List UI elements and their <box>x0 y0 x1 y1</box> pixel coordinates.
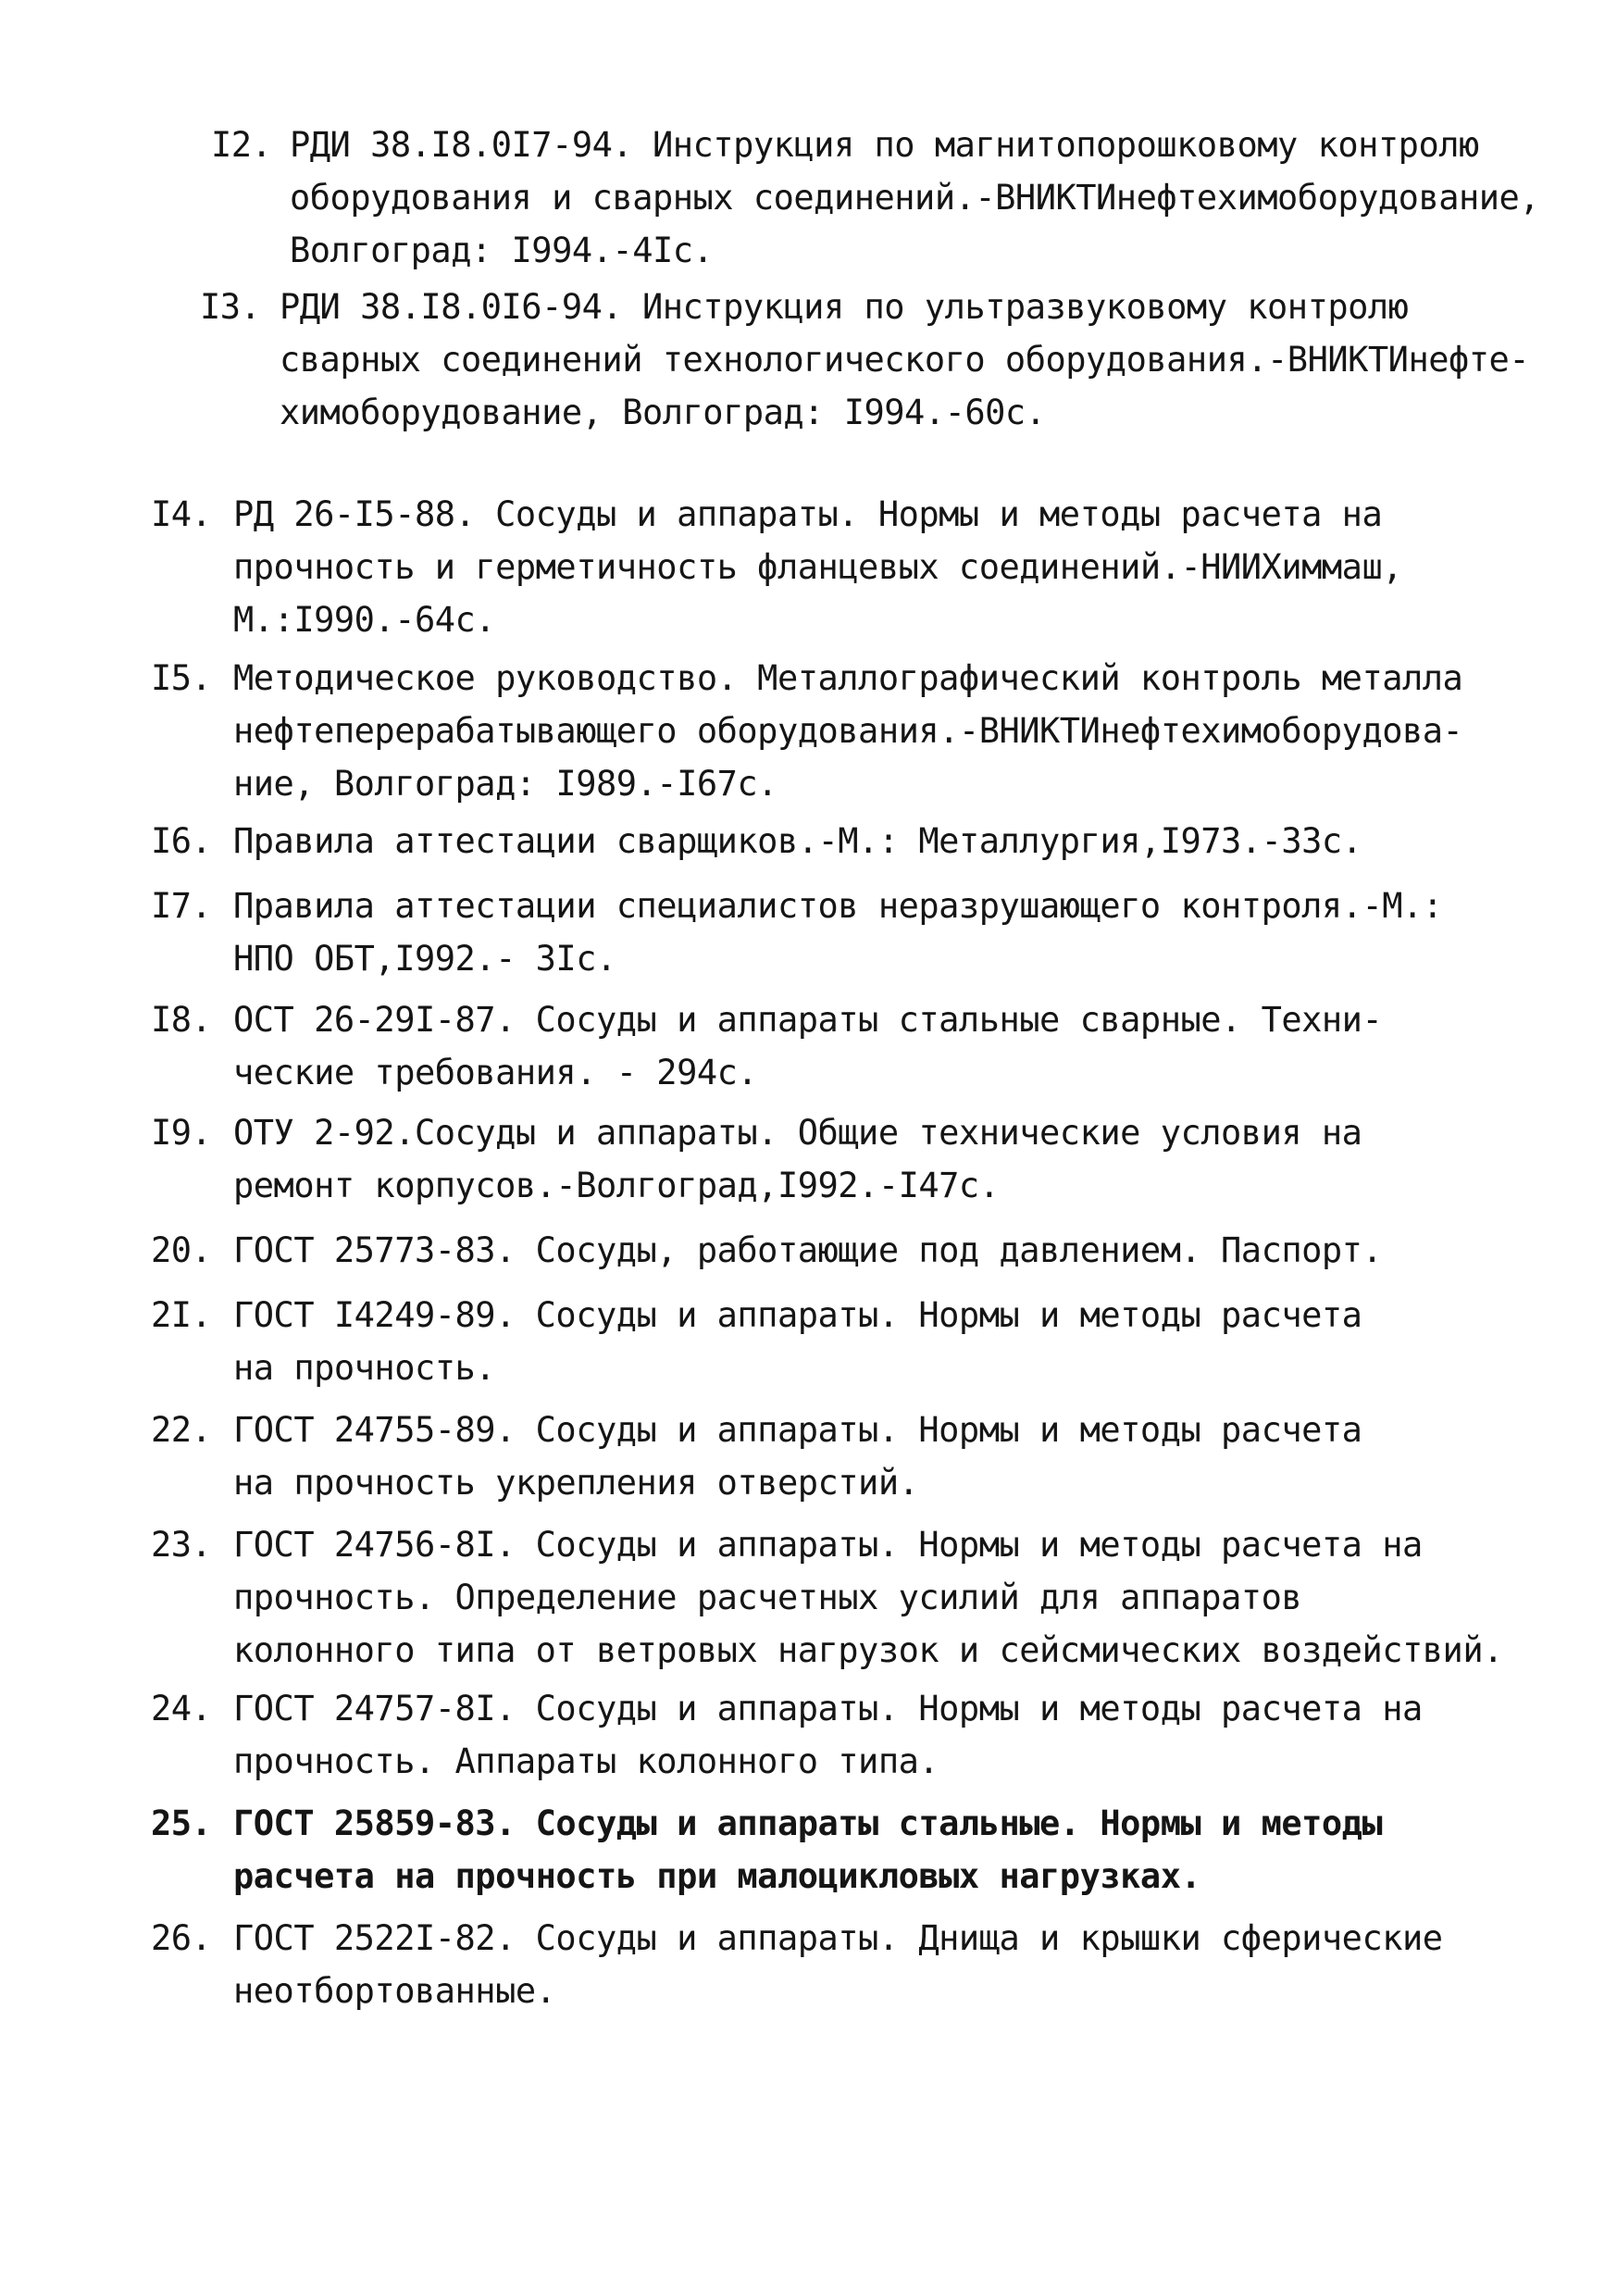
reference-number: I9. <box>151 1113 212 1153</box>
reference-line: ГОСТ 24755-89. Сосуды и аппараты. Нормы и методы расчета <box>233 1410 1362 1450</box>
reference-number: I5. <box>151 658 212 698</box>
reference-line: РДИ 38.I8.0I7-94. Инструкция по магнитопорошковому контролю <box>290 125 1479 165</box>
reference-line: Волгоград: I994.-4Iс. <box>290 231 714 270</box>
reference-line: ГОСТ 24756-8I. Сосуды и аппараты. Нормы и методы расчета на <box>233 1525 1423 1565</box>
reference-line: РД 26-I5-88. Сосуды и аппараты. Нормы и методы расчета на <box>233 494 1383 534</box>
reference-line: прочность. Аппараты колонного типа. <box>233 1741 939 1781</box>
reference-line: ГОСТ 2522I-82. Сосуды и аппараты. Днища и крышки сферические <box>233 1918 1443 1958</box>
reference-number: I7. <box>151 886 212 926</box>
reference-number: 26. <box>151 1918 212 1958</box>
reference-line: ОСТ 26-29I-87. Сосуды и аппараты стальные сварные. Техни- <box>233 1000 1383 1040</box>
reference-number: 24. <box>151 1689 212 1728</box>
reference-line: нефтеперерабатывающего оборудования.-ВНИКТИнефтехимоборудова- <box>233 711 1463 751</box>
reference-line: прочность и герметичность фланцевых соединений.-НИИХиммаш, <box>233 547 1403 587</box>
reference-number: 20. <box>151 1230 212 1270</box>
reference-line: на прочность укрепления отверстий. <box>233 1463 919 1503</box>
reference-line: Правила аттестации сварщиков.-М.: Металлургия,I973.-33с. <box>233 821 1362 861</box>
reference-number: I8. <box>151 1000 212 1040</box>
reference-line: Методическое руководство. Металлографический контроль металла <box>233 658 1463 698</box>
reference-line: ремонт корпусов.-Волгоград,I992.-I47с. <box>233 1166 1000 1205</box>
reference-number: 2I. <box>151 1295 212 1335</box>
reference-line: ние, Волгоград: I989.-I67с. <box>233 764 777 804</box>
reference-number: I3. <box>200 287 261 327</box>
reference-line: сварных соединений технологического оборудования.-ВНИКТИнефте- <box>280 340 1530 380</box>
reference-number: I2. <box>211 125 272 165</box>
reference-line: ГОСТ 25773-83. Сосуды, работающие под давлением. Паспорт. <box>233 1230 1383 1270</box>
reference-line: ческие требования. - 294с. <box>233 1053 758 1092</box>
reference-line: М.:I990.-64с. <box>233 600 496 640</box>
reference-line: ГОСТ 25859-83. Сосуды и аппараты стальные. Нормы и методы <box>233 1803 1383 1843</box>
reference-line: неотбортованные. <box>233 1971 556 2011</box>
reference-number: 23. <box>151 1525 212 1565</box>
reference-number: I6. <box>151 821 212 861</box>
reference-line: РДИ 38.I8.0I6-94. Инструкция по ультразвуковому контролю <box>280 287 1409 327</box>
reference-number: 22. <box>151 1410 212 1450</box>
reference-line: ГОСТ 24757-8I. Сосуды и аппараты. Нормы и методы расчета на <box>233 1689 1423 1728</box>
reference-line: Правила аттестации специалистов неразрушающего контроля.-М.: <box>233 886 1443 926</box>
reference-line: химоборудование, Волгоград: I994.-60с. <box>280 393 1046 432</box>
reference-line: ГОСТ I4249-89. Сосуды и аппараты. Нормы и методы расчета <box>233 1295 1362 1335</box>
reference-line: на прочность. <box>233 1348 496 1388</box>
reference-line: оборудования и сварных соединений.-ВНИКТИнефтехимоборудование, <box>290 178 1540 218</box>
reference-number: 25. <box>151 1803 212 1843</box>
reference-line: ОТУ 2-92.Сосуды и аппараты. Общие технические условия на <box>233 1113 1362 1153</box>
reference-line: НПО ОБТ,I992.- 3Iс. <box>233 939 616 979</box>
reference-line: колонного типа от ветровых нагрузок и сейсмических воздействий. <box>233 1630 1503 1670</box>
reference-line: расчета на прочность при малоцикловых нагрузках. <box>233 1856 1201 1896</box>
reference-line: прочность. Определение расчетных усилий для аппаратов <box>233 1578 1302 1617</box>
reference-number: I4. <box>151 494 212 534</box>
